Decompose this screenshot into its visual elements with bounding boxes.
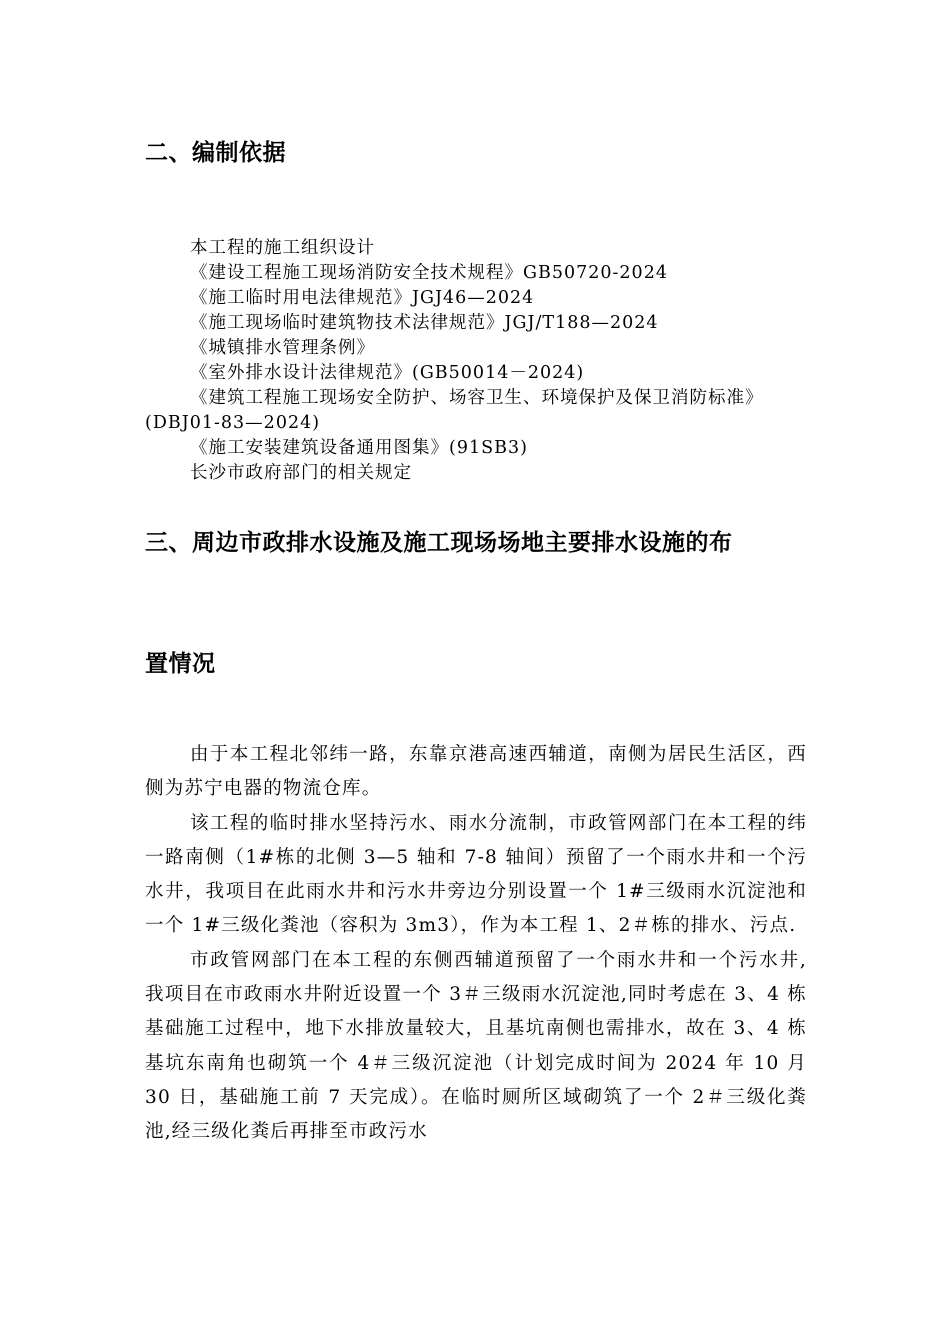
section-3-body bbox=[145, 738, 807, 1150]
section-3-heading-line-2: 置情况 bbox=[145, 651, 216, 677]
reference-item: 长沙市政府部门的相关规定 bbox=[190, 463, 412, 483]
section-3-heading-line-1: 三、周边市政排水设施及施工现场场地主要排水设施的布 bbox=[145, 530, 733, 556]
reference-item: 《施工现场临时建筑物技术法律规范》JGJ/T188—2024 bbox=[190, 313, 659, 333]
reference-item: 《建筑工程施工现场安全防护、场容卫生、环境保护及保卫消防标准》(DBJ01-83—2024) bbox=[145, 388, 764, 433]
reference-item: 《施工安装建筑设备通用图集》(91SB3) bbox=[190, 438, 528, 458]
body-paragraph: 该工程的临时排水坚持污水、雨水分流制，市政管网部门在本工程的纬一路南侧（1#栋的北侧 3—5 轴和 7-8 轴间）预留了一个雨水井和一个污水井，我项目在此雨水井和污水井旁边分别设置一个 1#三级雨水沉淀池和一个 1#三级化粪池（容积为 3m3），作为本工程 1、2＃栋的排水、污点. bbox=[145, 812, 807, 937]
section-2-heading: 二、编制依据 bbox=[145, 140, 286, 166]
reference-item: 《室外排水设计法律规范》(GB50014－2024) bbox=[190, 363, 585, 383]
body-paragraph: 由于本工程北邻纬一路，东靠京港高速西辅道，南侧为居民生活区，西侧为苏宁电器的物流仓库。 bbox=[145, 744, 807, 800]
reference-item: 本工程的施工组织设计 bbox=[190, 238, 375, 258]
reference-item: 《城镇排水管理条例》 bbox=[190, 338, 375, 358]
reference-list bbox=[145, 236, 810, 486]
reference-item: 《施工临时用电法律规范》JGJ46—2024 bbox=[190, 288, 535, 308]
body-paragraph: 市政管网部门在本工程的东侧西辅道预留了一个雨水井和一个污水井,我项目在市政雨水井附近设置一个 3＃三级雨水沉淀池,同时考虑在 3、4 栋基础施工过程中，地下水排放量较大，且基坑南侧也需排水，故在 3、4 栋基坑东南角也砌筑一个 4＃三级沉淀池（计划完成时间为 2024 年 10 月 30 日，基础施工前 7 天完成）。在临时厕所区域砌筑了一个 2＃三级化粪池,经三级化粪后再排至市政污水 bbox=[145, 949, 807, 1143]
reference-item: 《建设工程施工现场消防安全技术规程》GB50720-2024 bbox=[190, 263, 668, 283]
